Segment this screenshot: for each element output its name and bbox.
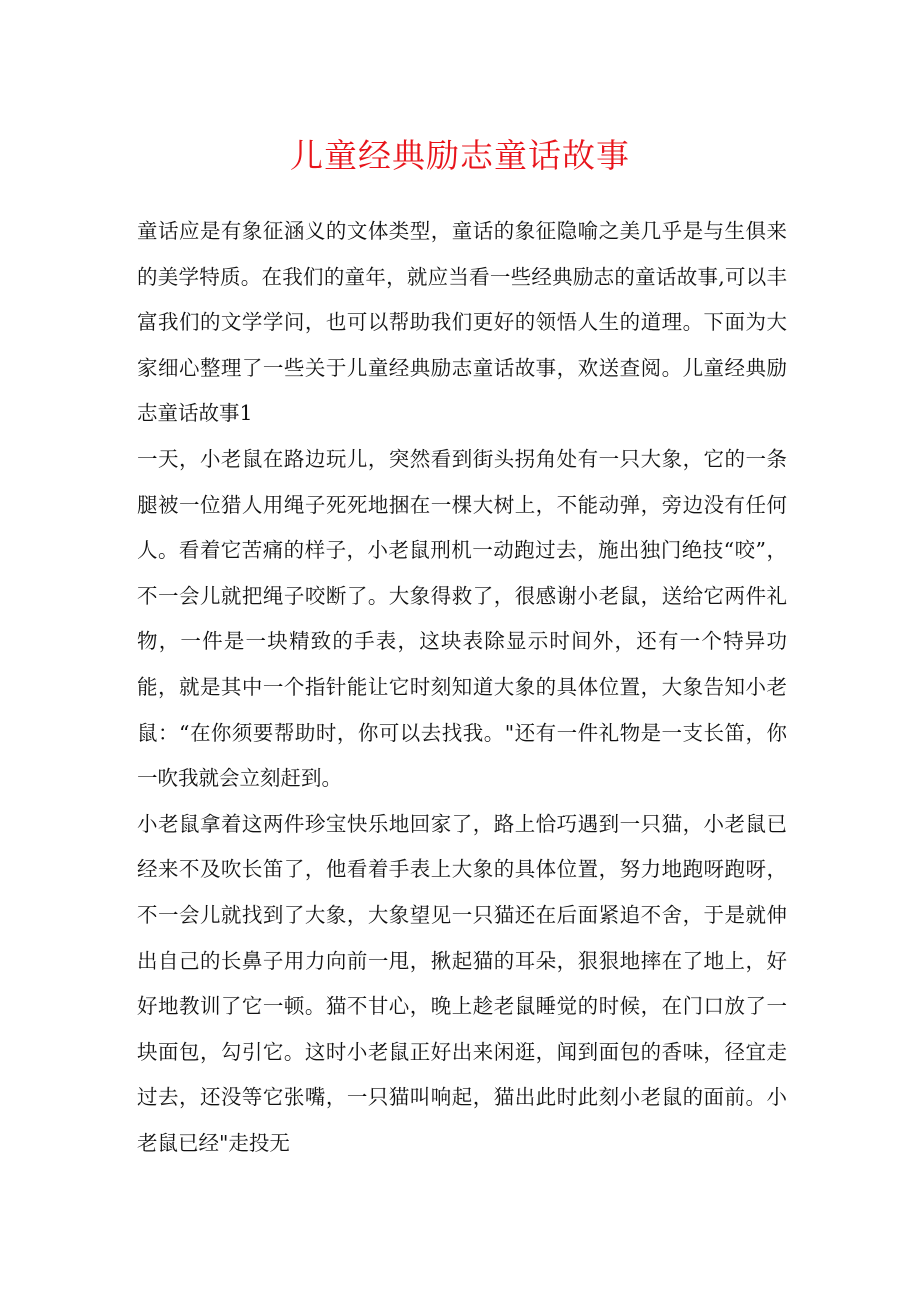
document-body xyxy=(137,209,787,1166)
document-title: 儿童经典励志童话故事 xyxy=(290,136,630,175)
paragraph-intro: 童话应是有象征涵义的文体类型，童话的象征隐喻之美几乎是与生俱来的美学特质。在我们的童年，就应当看一些经典励志的童话故事,可以丰富我们的文学学问，也可以帮助我们更好的领悟人生的道理。下面为大家细心整理了一些关于儿童经典励志童话故事，欢送查阅。儿童经典励志童话故事1 xyxy=(137,219,787,426)
paragraph-story-2: 小老鼠拿着这两件珍宝快乐地回家了，路上恰巧遇到一只猫，小老鼠已经来不及吹长笛了，他看着手表上大象的具体位置，努力地跑呀跑呀，不一会儿就找到了大象，大象望见一只猫还在后面紧追不舍，于是就伸出自己的长鼻子用力向前一甩，揪起猫的耳朵，狠狠地摔在了地上，好好地教训了它一顿。猫不甘心，晚上趁老鼠睡觉的时候，在门口放了一块面包，勾引它。这时小老鼠正好出来闲逛，闻到面包的香味，径宜走过去，还没等它张嘴，一只猫叫响起，猫出此时此刻小老鼠的面前。小老鼠已经"走投无 xyxy=(137,811,787,1155)
paragraph-story-1: 一天，小老鼠在路边玩儿，突然看到街头拐角处有一只大象，它的一条腿被一位猎人用绳子死死地捆在一棵大树上，不能动弹，旁边没有任何人。看着它苦痛的样子，小老鼠刑机一动跑过去，施出独门绝技“咬”，不一会儿就把绳子咬断了。大象得救了，很感谢小老鼠，送给它两件礼物，一件是一块精致的手表，这块表除显示时间外，还有一个特异功能，就是其中一个指针能让它时刻知道大象的具体位置，大象告知小老鼠：“在你须要帮助时，你可以去找我。"还有一件礼物是一支长笛，你一吹我就会立刻赶到。 xyxy=(137,446,787,791)
